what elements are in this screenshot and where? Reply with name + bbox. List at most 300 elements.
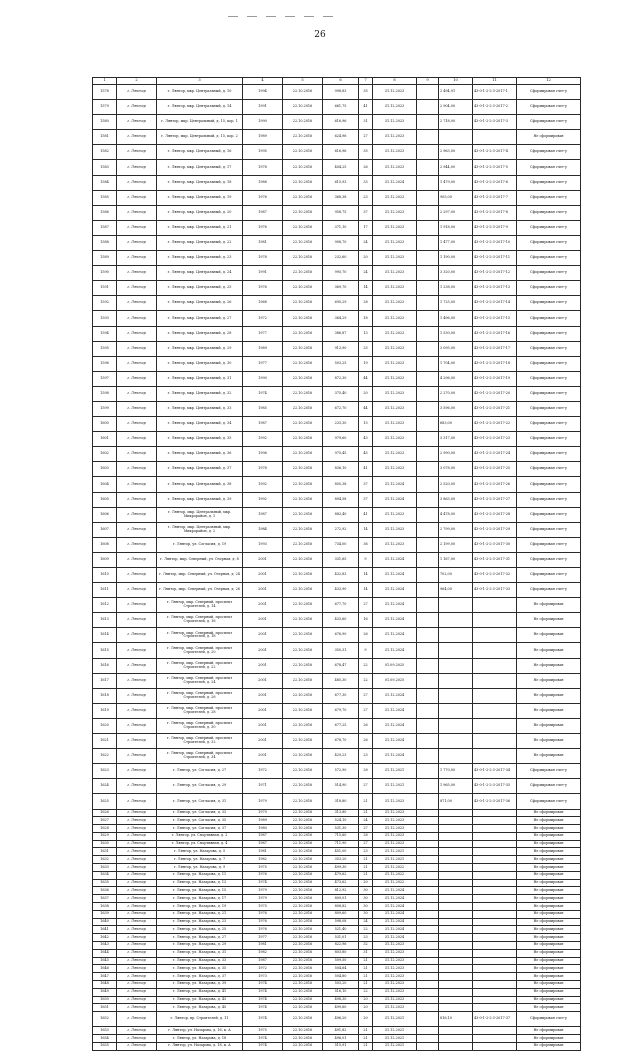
empty-cell [417,190,439,205]
city-cell: г. Лянтор [117,734,157,749]
status-cell: Сформирован счет-у [517,311,581,326]
row-number: 1617 [93,673,117,688]
city-cell: г. Лянтор [117,825,157,833]
area-cell: 524,10 [323,817,359,825]
empty-cell [417,628,439,643]
table-row [93,895,581,903]
account-cell: 43-0-1-2-2-3-2017-31 [473,552,517,567]
status-cell: Сформирован счет-у [517,779,581,794]
account-cell: 43-0-1-2-2-3-2017-10 [473,235,517,250]
address-cell: г. Лянтор, ул. Назарова, д. 35 [157,965,243,973]
amount-cell [439,817,473,825]
table-row [93,809,581,817]
area-cell: 803,80 [323,949,359,957]
account-cell [473,673,517,688]
status-cell: Сформирован счет-у [517,326,581,341]
empty-cell [417,311,439,326]
account-cell [473,628,517,643]
table-row [93,371,581,386]
address-cell: г. Лянтор, мкр. Центральный, д. 22 [157,235,243,250]
year-cell: 1987 [243,832,283,840]
count-cell: 30 [359,887,373,895]
date-cell: 22.10.2016 [283,934,323,942]
date-cell: 22.10.2016 [283,809,323,817]
account-cell: 43-0-1-2-2-3-2017-20 [473,386,517,401]
row-number: 1609 [93,552,117,567]
year-cell: 1972 [243,965,283,973]
row-number: 1616 [93,658,117,673]
amount-cell [439,934,473,942]
city-cell: г. Лянтор [117,537,157,552]
count-cell: 20 [359,1012,373,1027]
status-cell: Не сформирован [517,832,581,840]
empty-cell [417,235,439,250]
city-cell: г. Лянтор [117,658,157,673]
count-cell: 21 [359,973,373,981]
status-cell: Сформирован счет-у [517,235,581,250]
due-date-cell: 31.12.2024 [373,718,417,733]
date-cell: 22.10.2016 [283,832,323,840]
status-cell: Сформирован счет-у [517,175,581,190]
due-date-cell: 31.12.2023 [373,973,417,981]
date-cell: 22.10.2016 [283,326,323,341]
amount-cell: 1 238,00 [439,281,473,296]
table-row [93,957,581,965]
account-cell [473,957,517,965]
date-cell: 22.10.2016 [283,401,323,416]
empty-cell [417,447,439,462]
due-date-cell: 31.12.2024 [373,175,417,190]
date-cell: 22.10.2016 [283,356,323,371]
row-number: 1624 [93,779,117,794]
table-row [93,718,581,733]
date-cell: 22.10.2016 [283,386,323,401]
date-cell: 22.10.2016 [283,718,323,733]
empty-cell [417,871,439,879]
table-row [93,703,581,718]
empty-cell [417,879,439,887]
table-row [93,996,581,1004]
account-cell [473,1004,517,1012]
area-cell: 313,80 [323,809,359,817]
date-cell: 22.10.2016 [283,825,323,833]
table-row [93,145,581,160]
status-cell: Не сформирован [517,973,581,981]
empty-cell [417,749,439,764]
year-cell: 2001 [243,568,283,583]
area-cell: 233,30 [323,417,359,432]
city-cell: г. Лянтор [117,809,157,817]
address-cell: г. Лянтор, мкр. Центральный, д. 21 [157,220,243,235]
date-cell: 22.10.2016 [283,864,323,872]
date-cell: 22.10.2016 [283,251,323,266]
status-cell: Сформирован счет-у [517,537,581,552]
count-cell: 22 [359,988,373,996]
table-row [93,100,581,115]
area-cell: 318,80 [323,794,359,809]
count-cell: 22 [359,926,373,934]
empty-cell [417,942,439,950]
status-cell: Не сформирован [517,996,581,1004]
row-number: 1599 [93,401,117,416]
area-cell: 894,58 [323,492,359,507]
address-cell: г. Лянтор, ул. Согласия, д. 27 [157,764,243,779]
table-row [93,817,581,825]
account-cell [473,981,517,989]
empty-cell [417,160,439,175]
account-cell [473,887,517,895]
empty-cell [417,613,439,628]
empty-cell [417,973,439,981]
row-number: 1580 [93,115,117,130]
date-cell: 22.10.2016 [283,220,323,235]
year-cell: 1975 [243,864,283,872]
amount-cell [439,895,473,903]
table-row [93,794,581,809]
city-cell: г. Лянтор [117,703,157,718]
row-number: 1610 [93,568,117,583]
table-row [93,130,581,145]
due-date-cell: 31.12.2023 [373,537,417,552]
empty-cell [417,957,439,965]
year-cell: 1989 [243,817,283,825]
status-cell: Сформирован счет-у [517,492,581,507]
column-number: 12 [517,78,581,85]
city-cell: г. Лянтор [117,598,157,613]
due-date-cell: 31.12.2023 [373,832,417,840]
status-cell: Сформирован счет-у [517,477,581,492]
area-cell: 975,45 [323,447,359,462]
year-cell: 1974 [243,1012,283,1027]
area-cell: 521,40 [323,926,359,934]
status-cell: Не сформирован [517,658,581,673]
empty-cell [417,848,439,856]
area-cell: 872,30 [323,371,359,386]
status-cell: Не сформирован [517,749,581,764]
row-number: 1621 [93,734,117,749]
city-cell: г. Лянтор [117,965,157,973]
table-row [93,417,581,432]
empty-cell [417,1027,439,1035]
address-cell: г. Лянтор, мкр. Северный, проспект Строителей, д. 32 [157,734,243,749]
status-cell: Не сформирован [517,934,581,942]
empty-cell [417,658,439,673]
year-cell: 1980 [243,825,283,833]
table-row [93,903,581,911]
city-cell: г. Лянтор [117,688,157,703]
city-cell: г. Лянтор [117,918,157,926]
due-date-cell: 31.12.2023 [373,988,417,996]
empty-cell [417,864,439,872]
year-cell: 1976 [243,926,283,934]
city-cell: г. Лянтор [117,371,157,386]
count-cell: 43 [359,432,373,447]
city-cell: г. Лянтор [117,311,157,326]
city-cell: г. Лянтор [117,386,157,401]
account-cell [473,934,517,942]
column-number: 9 [417,78,439,85]
area-cell: 368,38 [323,190,359,205]
city-cell: г. Лянтор [117,266,157,281]
address-cell: г. Лянтор, мкр. Северный, проспект Строителей, д. 20 [157,643,243,658]
table-row [93,1035,581,1043]
empty-cell [417,703,439,718]
count-cell: 21 [359,871,373,879]
city-cell: г. Лянтор [117,871,157,879]
year-cell: 1982 [243,856,283,864]
count-cell: 27 [359,840,373,848]
status-cell: Сформирован счет-у [517,432,581,447]
status-cell: Не сформирован [517,840,581,848]
city-cell: г. Лянтор [117,432,157,447]
address-cell: г. Лянтор, мкр. Северный, проспект Строителей, д. 34 [157,749,243,764]
date-cell: 22.10.2016 [283,840,323,848]
city-cell: г. Лянтор [117,1012,157,1027]
table-row [93,825,581,833]
area-cell: 498,30 [323,996,359,1004]
year-cell: 1987 [243,205,283,220]
area-cell: 808,82 [323,903,359,911]
amount-cell [439,703,473,718]
table-row [93,537,581,552]
amount-cell: 3 596,00 [439,401,473,416]
due-date-cell: 31.12.2023 [373,145,417,160]
status-cell: Сформирован счет-у [517,296,581,311]
empty-cell [417,371,439,386]
row-number: 1637 [93,895,117,903]
year-cell: 2001 [243,613,283,628]
year-cell: 1976 [243,220,283,235]
account-cell [473,973,517,981]
table-row [93,205,581,220]
amount-cell [439,887,473,895]
city-cell: г. Лянтор [117,220,157,235]
amount-cell: 871,00 [439,794,473,809]
count-cell: 37 [359,477,373,492]
date-cell: 22.10.2016 [283,175,323,190]
date-cell: 22.10.2016 [283,658,323,673]
status-cell: Сформирован счет-у [517,160,581,175]
status-cell: Сформирован счет-у [517,190,581,205]
row-number: 1619 [93,703,117,718]
due-date-cell: 31.12.2023 [373,417,417,432]
due-date-cell: 31.12.2023 [373,957,417,965]
table-row [93,965,581,973]
count-cell: 26 [359,628,373,643]
amount-cell: 2 990,00 [439,447,473,462]
area-cell: 504,80 [323,973,359,981]
amount-cell [439,1004,473,1012]
city-cell: г. Лянтор [117,764,157,779]
status-cell: Не сформирован [517,910,581,918]
count-cell: 23 [359,934,373,942]
due-date-cell: 31.12.2023 [373,85,417,100]
year-cell: 1976 [243,190,283,205]
due-date-cell: 31.12.2023 [373,371,417,386]
date-cell: 22.10.2016 [283,949,323,957]
date-cell: 22.10.2016 [283,190,323,205]
account-cell: 43-0-1-2-2-3-2017-8 [473,205,517,220]
year-cell: 1968 [243,296,283,311]
area-cell: 677,30 [323,688,359,703]
address-cell: г. Лянтор, ул. Спортивная, д. 4 [157,840,243,848]
date-cell: 22.10.2016 [283,628,323,643]
year-cell: 1974 [243,879,283,887]
address-cell: г. Лянтор, мкр. Северный, проспект Строителей, д. 14 [157,598,243,613]
year-cell: 1982 [243,949,283,957]
city-cell: г. Лянтор [117,251,157,266]
due-date-cell: 31.12.2024 [373,703,417,718]
amount-cell [439,1027,473,1035]
account-cell [473,1042,517,1050]
row-number: 1653 [93,1027,117,1035]
city-cell: г. Лянтор [117,492,157,507]
area-cell: 499,60 [323,1004,359,1012]
city-cell: г. Лянтор [117,903,157,911]
date-cell: 22.10.2016 [283,903,323,911]
area-cell: 958,75 [323,205,359,220]
due-date-cell: 31.12.2023 [373,840,417,848]
date-cell: 22.10.2016 [283,492,323,507]
count-cell: 9 [359,552,373,567]
amount-cell [439,840,473,848]
year-cell: 1989 [243,130,283,145]
count-cell: 21 [359,1035,373,1043]
due-date-cell: 31.12.2024 [373,934,417,942]
table-row [93,341,581,356]
date-cell: 22.10.2016 [283,1012,323,1027]
count-cell: 27 [359,825,373,833]
row-number: 1620 [93,718,117,733]
date-cell: 22.10.2016 [283,235,323,250]
table-row [93,266,581,281]
amount-cell [439,658,473,673]
area-cell: 432,83 [323,568,359,583]
amount-cell [439,879,473,887]
due-date-cell: 31.12.2022 [373,879,417,887]
date-cell: 22.10.2016 [283,856,323,864]
due-date-cell: 31.12.2024 [373,568,417,583]
address-cell: г. Лянтор, мкр. Центральный, д. 26 [157,296,243,311]
area-cell: 531,30 [323,825,359,833]
count-cell: 28 [359,832,373,840]
address-cell: г. Лянтор, мкр. Северный, проспект Строителей, д. 22 [157,658,243,673]
due-date-cell: 31.12.2024 [373,552,417,567]
amount-cell: 816,10 [439,1012,473,1027]
city-cell: г. Лянтор [117,926,157,934]
table-row [93,492,581,507]
amount-cell: 4 478,00 [439,507,473,522]
date-cell: 22.10.2016 [283,973,323,981]
row-number: 1613 [93,613,117,628]
date-cell: 22.10.2016 [283,643,323,658]
area-cell: 598,08 [323,918,359,926]
status-cell: Сформирован счет-у [517,1012,581,1027]
date-cell: 22.10.2016 [283,281,323,296]
address-cell: г. Лянтор, мкр. Северный, проспект Строителей, д. 26 [157,688,243,703]
account-cell [473,965,517,973]
address-cell: г. Лянтор, мкр. Центральный, д. 34 [157,417,243,432]
amount-cell [439,749,473,764]
table-row [93,764,581,779]
count-cell: 21 [359,965,373,973]
empty-cell [417,85,439,100]
address-cell: г. Лянтор, ул. Назарова, д. 29 [157,942,243,950]
empty-cell [417,417,439,432]
status-cell: Не сформирован [517,988,581,996]
account-cell: 43-0-1-2-2-3-2017-27 [473,492,517,507]
amount-cell: 1 918,00 [439,220,473,235]
address-cell: г. Лянтор, пр. Строителей, д. 11 [157,1012,243,1027]
year-cell: 1987 [243,417,283,432]
city-cell: г. Лянтор [117,779,157,794]
status-cell: Сформирован счет-у [517,568,581,583]
area-cell: 616,96 [323,115,359,130]
table-row [93,462,581,477]
due-date-cell: 31.12.2021 [373,1035,417,1043]
city-cell: г. Лянтор [117,895,157,903]
address-cell: г. Лянтор, мкр. Центральный, д. 31 [157,371,243,386]
empty-cell [417,432,439,447]
date-cell: 22.10.2016 [283,879,323,887]
city-cell: г. Лянтор [117,130,157,145]
city-cell: г. Лянтор [117,673,157,688]
city-cell: г. Лянтор [117,235,157,250]
column-number: 5 [283,78,323,85]
count-cell: 26 [359,160,373,175]
due-date-cell: 31.12.2023 [373,251,417,266]
year-cell: 1981 [243,942,283,950]
table-row [93,311,581,326]
count-cell: 20 [359,879,373,887]
date-cell: 22.10.2016 [283,341,323,356]
year-cell: 1972 [243,764,283,779]
due-date-cell: 31.12.2023 [373,447,417,462]
year-cell: 1993 [243,537,283,552]
empty-cell [417,1042,439,1050]
address-cell: г. Лянтор, мкр. Центральный, д. 17 [157,160,243,175]
count-cell: 17 [359,220,373,235]
area-cell: 850,38 [323,477,359,492]
address-cell: г. Лянтор, мкр. Центральный, д. 36 [157,447,243,462]
due-date-cell: 31.12.2023 [373,100,417,115]
empty-cell [417,825,439,833]
area-cell: 516,10 [323,988,359,996]
row-number: 1596 [93,356,117,371]
city-cell: г. Лянтор [117,205,157,220]
row-number: 1646 [93,965,117,973]
due-date-cell: 31.12.2023 [373,266,417,281]
due-date-cell: 31.12.2023 [373,130,417,145]
row-number: 1614 [93,628,117,643]
empty-cell [417,688,439,703]
due-date-cell: 31.12.2023 [373,462,417,477]
empty-cell [417,887,439,895]
year-cell: 2001 [243,673,283,688]
table-body [93,78,581,1051]
date-cell: 22.10.2016 [283,1042,323,1050]
empty-cell [417,537,439,552]
row-number: 1595 [93,341,117,356]
city-cell: г. Лянтор [117,326,157,341]
table-row [93,942,581,950]
due-date-cell: 31.12.2023 [373,942,417,950]
account-cell [473,718,517,733]
area-cell: 979,60 [323,432,359,447]
address-cell: г. Лянтор, ул. Согласия, д. 33 [157,809,243,817]
address-cell: г. Лянтор, мкр. Северный, проспект Строителей, д. 24 [157,673,243,688]
address-cell: г. Лянтор, ул. Назарова, д. 39 [157,981,243,989]
